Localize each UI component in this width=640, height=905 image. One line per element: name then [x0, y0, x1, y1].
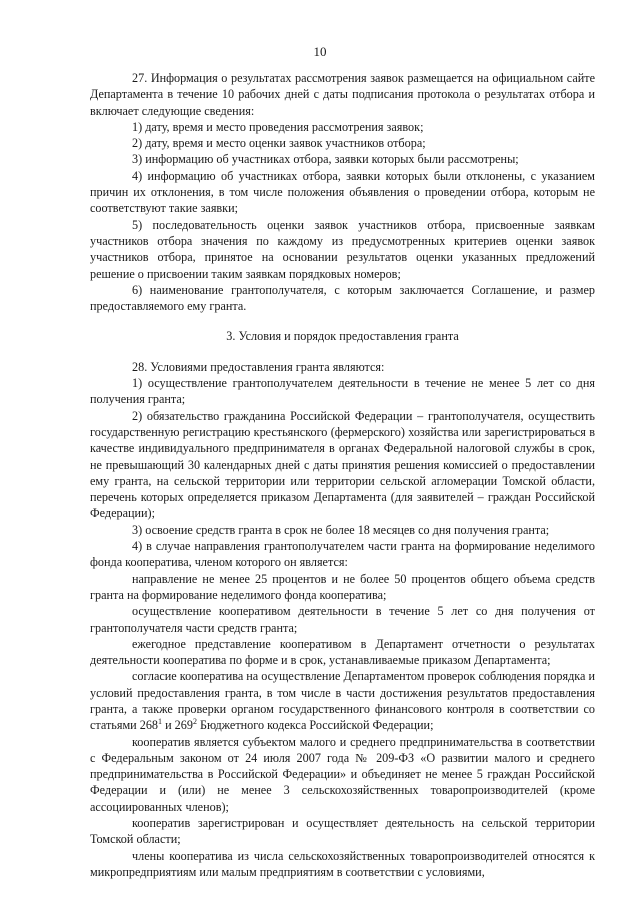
paragraph-27-point-5: 5) последовательность оценки заявок участников отбора, присвоенные заявкам участников отбора значения по каждому из предусмотренных критериев оценки заявок участников отбора, принятое на основании результатов оценки указанных предложений решение о присвоении таким заявкам порядковых номеров; — [90, 217, 595, 281]
paragraph-28-point-1: 1) осуществление грантополучателем деятельности в течение не менее 5 лет со дня получения гранта; — [90, 376, 595, 407]
superscript-1: 1 — [158, 717, 163, 727]
paragraph-28-point-2: 2) обязательство гражданина Российской Федерации – грантополучателя, осуществить государственную регистрацию крестьянского (фермерского) хозяйства или зарегистрироваться в качестве индивидуального предпринимателя в органах Федеральной налоговой службы в срок, не превышающий 30 календарных дней с даты принятия решения комиссией о предоставлении ему гранта, на сельской территории или территории сельской агломерации Томской области, перечень которых определяется приказом Департамента (для заявителей – граждан Российской Федерации); — [90, 408, 595, 521]
page-number: 10 — [313, 44, 327, 59]
document-body — [90, 70, 595, 880]
paragraph-27-point-3: 3) информацию об участниках отбора, заявки которых были рассмотрены; — [132, 152, 519, 167]
paragraph-28-consent — [90, 668, 595, 733]
paragraph-27-point-2: 2) дату, время и место оценки заявок участников отбора; — [132, 136, 426, 151]
paragraph-27-point-6: 6) наименование грантополучателя, с которым заключается Соглашение, и размер предоставляемого ему гранта. — [90, 282, 595, 314]
paragraph-28-subpoint: кооператив является субъектом малого и среднего предпринимательства в соответствии с Федеральным законом от 24 июля 2007 года № 209-ФЗ «О развитии малого и среднего предпринимательства в Российской Федерации» и объединяет не менее 5 граждан Российской Федерации и (или) не менее 3 сельскохозяйственных товаропроизводителей (кроме ассоциированных членов); — [90, 734, 595, 814]
consent-text-end: Бюджетного кодекса Российской Федерации; — [196, 718, 434, 733]
consent-text-middle: и 269 — [162, 718, 193, 733]
paragraph-28-subpoint: ежегодное представление кооперативом в Департамент отчетности о результатах деятельности кооператива по форме и в срок, устанавливаемые приказом Департамента; — [90, 636, 595, 668]
paragraph-28-subpoint: направление не менее 25 процентов и не более 50 процентов общего объема средств гранта на формирование неделимого фонда кооператива; — [90, 571, 595, 602]
section-title: 3. Условия и порядок предоставления гранта — [226, 329, 459, 344]
paragraph-28-intro: 28. Условиями предоставления гранта являются: — [132, 359, 385, 374]
paragraph-27-point-1: 1) дату, время и место проведения рассмотрения заявок; — [132, 119, 424, 134]
paragraph-28-subpoint: осуществление кооперативом деятельности в течение 5 лет со дня получения от грантополучателя части средств гранта; — [90, 604, 595, 635]
superscript-2: 2 — [192, 717, 197, 727]
paragraph-28-subpoint: члены кооператива из числа сельскохозяйственных товаропроизводителей относятся к микропредприятиям или малым предприятиям в соответствии с условиями, — [90, 848, 595, 879]
paragraph-27-point-4: 4) информацию об участниках отбора, заявки которых были отклонены, с указанием причин их отклонения, в том числе положения объявления о проведении отбора, которым не соответствуют такие заявки; — [90, 168, 595, 216]
paragraph-28-point-3: 3) освоение средств гранта в срок не более 18 месяцев со дня получения гранта; — [132, 522, 550, 537]
paragraph-28-subpoint: кооператив зарегистрирован и осуществляет деятельность на сельской территории Томской области; — [90, 816, 595, 847]
consent-text-start: согласие кооператива на осуществление Департаментом проверок соблюдения порядка и условий предоставления гранта, в том числе в части достижения результатов предоставления гранта, а также проверки органом государственного финансового контроля в соответствии со статьями 268 — [90, 669, 595, 733]
paragraph-28-point-4: 4) в случае направления грантополучателем части гранта на формирование неделимого фонда кооператива, членом которого он является: — [90, 539, 595, 570]
paragraph-27-intro: 27. Информация о результатах рассмотрения заявок размещается на официальном сайте Департамента в течение 10 рабочих дней с даты подписания протокола о результатах отбора и включает следующие сведения: — [90, 71, 595, 118]
